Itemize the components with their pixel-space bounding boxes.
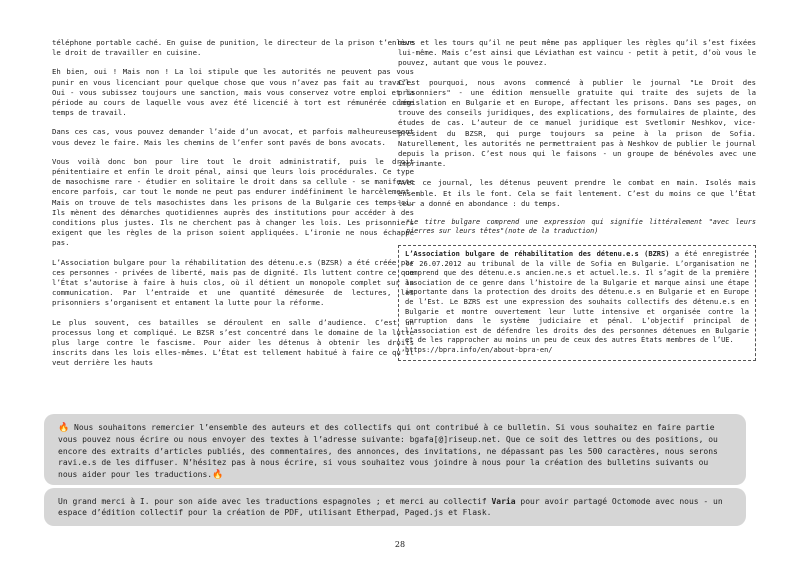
paragraph: murs et les tours qu’il ne peut même pas appliquer les règles qu’il s’est fixées lui-même. Mais c’est ainsi que Léviathan est vaincu - petit à petit, d’où vous le pouvez, autant que vous le pouvez. [398,38,756,68]
contributors-thanks-panel [44,414,746,485]
paragraph: Avec ce journal, les détenus peuvent prendre le combat en main. Isolés mais ensemble. Et ils le font. Cela se fait lentement. C’est du moins ce que l’État leur a donné en abondance : du temps. [398,178,756,208]
fire-icon: 🔥 [58,423,70,433]
collective-name: Varia [491,497,516,506]
association-link[interactable]: https://bpra.info/en/about-bpra-en/ [405,345,553,354]
right-column [398,38,756,361]
association-description: a été enregistrée le 26.07.2012 au tribunal de la ville de Sofia en Bulgarie. L’organisation ne comprend que des détenu.e.s ancien.ne.s et actuel.le.s. Il s’agit de la première association de ce genre dans l’histoire de la Bulgarie et marque ainsi une étape importante dans la protection des droits des détenu.e.s en Bulgarie et en Europe de l’Est. Le BZRS est une expression des souhaits collectifs des détenu.e.s en Bulgarie et montre ouvertement leur lutte intensive et organisée contre la corruption dans le système judiciaire et pénal. L’objectif principal de l’association est de défendre les droits des des personnes détenues en Bulgarie et de les rapprocher au moins un peu de ceux des autres États membres de l’UE. [405,250,749,345]
thanks-text-end: pour avoir partagé Octomode avec nous - un espace d’édition collectif pour la création de PDF, utilisant Etherpad, Paged.js et Flask. [58,497,723,518]
thanks-text-start: Un grand merci à I. pour son aide avec les traductions espagnoles ; et merci au collectif [58,497,492,506]
paragraph: L’Association bulgare pour la réhabilitation des détenu.e.s (BZSR) a été créée par ces personnes - privées de liberté, mais pas de dignité. Ils luttent contre ce que l’État s’autorise à faire à huis clos, où il détient un monopole complet sur la communication. Par l’entraide et une quantité démesurée de lectures, les prisonniers s’organisent et entament la lutte pour la réforme. [52,257,414,308]
paragraph: Le plus souvent, ces batailles se déroulent en salle d’audience. C’est un processus long et compliqué. Le BZSR s’est concentré dans le domaine de la lutte plus large contre le fascisme. Pour aider les détenus à obtenir les droits inscrits dans les lois elles-mêmes. L’État est tellement habitué à faire ce qu’il veut derrière les hauts [52,317,414,368]
paragraph: téléphone portable caché. En guise de punition, le directeur de la prison t’enlève le droit de travailler en cuisine. [52,38,414,58]
page-number: 28 [394,540,406,549]
paragraph: Dans ces cas, vous pouvez demander l’aide d’un avocat, et parfois malheureusement vous devez le faire. Mais les chemins de l’enfer sont pavés de bons avocats. [52,127,414,147]
association-title: L’Association bulgare de réhabilitation des détenu.e.s (BZRS) [405,250,670,259]
translation-thanks-panel [44,488,746,526]
paragraph: Eh bien, oui ! Mais non ! La loi stipule que les autorités ne peuvent pas vous punir en vous licenciant pour quelque chose que vous n’avez pas fait au travail. Oui - vous subissez toujours une sanction, mais vous conservez votre emploi et la période au cours de laquelle vous avez été licencié à tort est rémunérée comme temps de travail. [52,67,414,118]
association-info-box [398,245,756,361]
left-column [52,38,414,378]
translator-note: *Le titre bulgare comprend une expression qui signifie littéralement "avec leurs pierres sur leurs têtes"(note de la traduction) [406,218,756,236]
fire-icon: 🔥 [212,469,224,480]
contributors-thanks-text: Nous souhaitons remercier l’ensemble des auteurs et des collectifs qui ont contribué à ce bulletin. Si vous souhaitez en faire partie vous pouvez nous écrire ou nous envoyer des textes à l’adresse suivante: bgafa[@]riseup.net. Que ce soit des lettres ou des positions, ou encore des extraits d’articles publiés, des commentaires, des annonces, des invitations, ne dépassant pas les 500 caractères, nous serons ravi.e.s de les diffuser. N’hésitez pas à nous écrire, si vous souhaitez vous joindre à nous pour la création des bulletins suivants ou nous aider pour les traductions. [58,423,718,479]
paragraph: C’est pourquoi, nous avons commencé à publier le journal "Le Droit des prisonniers" - une édition mensuelle gratuite qui traite des sujets de la législation en Bulgarie et en Europe, affectant les prisons. Dans ses pages, on trouve des conseils juridiques, des explications, des formulaires de plainte, des études de cas. L’auteur de ce manuel juridique est Svetlomir Neshkov, vice-président du BZSR, qui purge toujours sa peine à la prison de Sofia. Naturellement, les autorités ne permettraient pas à Neshkov de publier le journal depuis la prison. C’est nous qui le faisons - un groupe de bénévoles avec une imprimante. [398,77,756,169]
paragraph: Vous voilà donc bon pour lire tout le droit administratif, puis le droit pénitentiaire et enfin le droit pénal, ainsi que leurs lois procédurales. Ce type de masochisme rare - étudier en solitaire le droit dans sa cellule - se manifeste encore parfois, car tout le monde ne peut pas endurer indéfiniment le harcèlement. Mais on trouve de tels masochistes dans les prisons de la Bulgarie ces temps-ci. Ils mènent des démarches quotidiennes auprès des institutions pour accéder à des conditions plus justes. Ils ne cherchent pas à changer les lois. Les prisonniers exigent que les règles de la prison soient appliquées. L’ironie ne nous échappe pas. [52,156,414,248]
